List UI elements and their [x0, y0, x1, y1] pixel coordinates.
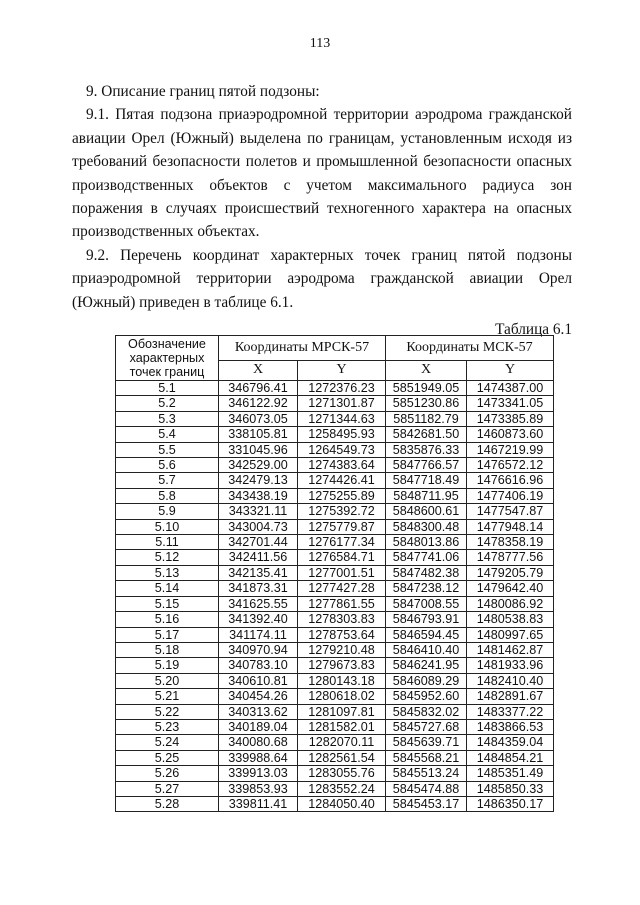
- cell-msk-y: 1467219.99: [467, 442, 554, 457]
- header-mrsk57: Координаты МРСК-57: [219, 336, 386, 361]
- page-number: 113: [309, 36, 331, 51]
- cell-mrsk-y: 1277427.28: [298, 581, 386, 596]
- cell-mrsk-y: 1281097.81: [298, 704, 386, 719]
- cell-msk-x: 5848013.86: [386, 535, 467, 550]
- cell-mrsk-y: 1284050.40: [298, 796, 386, 811]
- table-row: [116, 442, 554, 457]
- cell-mrsk-x: 340783.10: [219, 658, 298, 673]
- table-row: [116, 627, 554, 642]
- cell-mrsk-y: 1271301.87: [298, 396, 386, 411]
- cell-msk-y: 1482891.67: [467, 689, 554, 704]
- cell-msk-x: 5847718.49: [386, 473, 467, 488]
- table-row: [116, 411, 554, 426]
- cell-point-id: 5.10: [116, 519, 219, 534]
- cell-mrsk-x: 346796.41: [219, 381, 298, 396]
- cell-mrsk-y: 1280618.02: [298, 689, 386, 704]
- cell-point-id: 5.19: [116, 658, 219, 673]
- cell-mrsk-x: 346073.05: [219, 411, 298, 426]
- cell-msk-x: 5842681.50: [386, 427, 467, 442]
- cell-msk-y: 1480538.83: [467, 612, 554, 627]
- header-x: X: [386, 361, 467, 381]
- table-row: [116, 535, 554, 550]
- table-body: [116, 381, 554, 812]
- cell-mrsk-x: 331045.96: [219, 442, 298, 457]
- table-row: [116, 750, 554, 765]
- cell-msk-x: 5851949.05: [386, 381, 467, 396]
- cell-point-id: 5.8: [116, 488, 219, 503]
- cell-mrsk-y: 1279673.83: [298, 658, 386, 673]
- table-row: [116, 596, 554, 611]
- cell-mrsk-x: 339811.41: [219, 796, 298, 811]
- cell-point-id: 5.12: [116, 550, 219, 565]
- table-row: [116, 612, 554, 627]
- table-caption: Таблица 6.1: [495, 321, 572, 339]
- header-msk57: Координаты МСК-57: [386, 336, 554, 361]
- cell-msk-x: 5846793.91: [386, 612, 467, 627]
- cell-msk-x: 5848300.48: [386, 519, 467, 534]
- header-y: Y: [467, 361, 554, 381]
- cell-msk-y: 1481462.87: [467, 642, 554, 657]
- cell-msk-x: 5847482.38: [386, 565, 467, 580]
- cell-mrsk-x: 340189.04: [219, 719, 298, 734]
- cell-point-id: 5.21: [116, 689, 219, 704]
- cell-msk-x: 5845832.02: [386, 704, 467, 719]
- cell-mrsk-x: 340970.94: [219, 642, 298, 657]
- cell-msk-y: 1480086.92: [467, 596, 554, 611]
- cell-msk-x: 5847238.12: [386, 581, 467, 596]
- table-row: [116, 642, 554, 657]
- cell-point-id: 5.1: [116, 381, 219, 396]
- cell-mrsk-x: 342479.13: [219, 473, 298, 488]
- cell-mrsk-y: 1280143.18: [298, 673, 386, 688]
- cell-msk-y: 1484359.04: [467, 735, 554, 750]
- cell-msk-y: 1476572.12: [467, 458, 554, 473]
- cell-mrsk-y: 1283055.76: [298, 766, 386, 781]
- cell-msk-y: 1485850.33: [467, 781, 554, 796]
- table-row: [116, 550, 554, 565]
- cell-msk-y: 1478358.19: [467, 535, 554, 550]
- cell-point-id: 5.2: [116, 396, 219, 411]
- cell-msk-y: 1481933.96: [467, 658, 554, 673]
- cell-point-id: 5.27: [116, 781, 219, 796]
- cell-msk-x: 5851182.79: [386, 411, 467, 426]
- cell-mrsk-y: 1278753.64: [298, 627, 386, 642]
- cell-point-id: 5.18: [116, 642, 219, 657]
- header-x: X: [219, 361, 298, 381]
- table-row: [116, 427, 554, 442]
- table-row: [116, 581, 554, 596]
- cell-msk-x: 5845568.21: [386, 750, 467, 765]
- cell-mrsk-y: 1277001.51: [298, 565, 386, 580]
- document-body: [72, 80, 572, 341]
- header-point-label: Обозначение характерных точек границ: [116, 336, 219, 381]
- cell-mrsk-y: 1279210.48: [298, 642, 386, 657]
- cell-mrsk-y: 1275779.87: [298, 519, 386, 534]
- table-row: [116, 504, 554, 519]
- cell-msk-x: 5846410.40: [386, 642, 467, 657]
- cell-msk-x: 5846089.29: [386, 673, 467, 688]
- cell-msk-x: 5845453.17: [386, 796, 467, 811]
- cell-msk-y: 1479205.79: [467, 565, 554, 580]
- cell-msk-y: 1485351.49: [467, 766, 554, 781]
- cell-mrsk-x: 338105.81: [219, 427, 298, 442]
- cell-point-id: 5.5: [116, 442, 219, 457]
- cell-mrsk-x: 343004.73: [219, 519, 298, 534]
- cell-msk-x: 5847008.55: [386, 596, 467, 611]
- cell-point-id: 5.11: [116, 535, 219, 550]
- cell-msk-x: 5845639.71: [386, 735, 467, 750]
- cell-point-id: 5.17: [116, 627, 219, 642]
- cell-msk-y: 1473341.05: [467, 396, 554, 411]
- cell-msk-y: 1474387.00: [467, 381, 554, 396]
- cell-msk-y: 1480997.65: [467, 627, 554, 642]
- cell-mrsk-y: 1275392.72: [298, 504, 386, 519]
- cell-msk-y: 1460873.60: [467, 427, 554, 442]
- cell-point-id: 5.26: [116, 766, 219, 781]
- cell-mrsk-x: 339913.03: [219, 766, 298, 781]
- cell-msk-x: 5851230.86: [386, 396, 467, 411]
- cell-mrsk-x: 339988.64: [219, 750, 298, 765]
- cell-msk-x: 5847766.57: [386, 458, 467, 473]
- cell-mrsk-x: 339853.93: [219, 781, 298, 796]
- cell-point-id: 5.24: [116, 735, 219, 750]
- cell-msk-x: 5846594.45: [386, 627, 467, 642]
- table-row: [116, 766, 554, 781]
- table-row: [116, 673, 554, 688]
- table-row: [116, 519, 554, 534]
- cell-point-id: 5.25: [116, 750, 219, 765]
- cell-mrsk-y: 1264549.73: [298, 442, 386, 457]
- table-row: [116, 719, 554, 734]
- cell-msk-y: 1482410.40: [467, 673, 554, 688]
- cell-mrsk-x: 346122.92: [219, 396, 298, 411]
- cell-mrsk-x: 342411.56: [219, 550, 298, 565]
- cell-mrsk-x: 341625.55: [219, 596, 298, 611]
- table-row: [116, 488, 554, 503]
- coordinates-table: [115, 335, 554, 812]
- cell-msk-y: 1476616.96: [467, 473, 554, 488]
- cell-mrsk-y: 1282070.11: [298, 735, 386, 750]
- cell-msk-y: 1478777.56: [467, 550, 554, 565]
- cell-mrsk-x: 340080.68: [219, 735, 298, 750]
- cell-point-id: 5.9: [116, 504, 219, 519]
- cell-msk-x: 5848711.95: [386, 488, 467, 503]
- cell-mrsk-x: 340313.62: [219, 704, 298, 719]
- table-row: [116, 458, 554, 473]
- paragraph-9-2: 9.2. Перечень координат характерных точек границ пятой подзоны приаэродромной территории аэродрома гражданской авиации Орел (Южный) приведен в таблице 6.1.: [72, 246, 572, 311]
- cell-point-id: 5.6: [116, 458, 219, 473]
- table-row: [116, 796, 554, 811]
- cell-msk-x: 5845474.88: [386, 781, 467, 796]
- cell-msk-y: 1486350.17: [467, 796, 554, 811]
- cell-msk-x: 5835876.33: [386, 442, 467, 457]
- cell-msk-y: 1473385.89: [467, 411, 554, 426]
- cell-mrsk-y: 1275255.89: [298, 488, 386, 503]
- cell-msk-x: 5847741.06: [386, 550, 467, 565]
- cell-point-id: 5.20: [116, 673, 219, 688]
- cell-mrsk-y: 1271344.63: [298, 411, 386, 426]
- table-row: [116, 473, 554, 488]
- cell-mrsk-y: 1276177.34: [298, 535, 386, 550]
- cell-msk-x: 5845513.24: [386, 766, 467, 781]
- cell-msk-x: 5845952.60: [386, 689, 467, 704]
- cell-mrsk-x: 343438.19: [219, 488, 298, 503]
- cell-mrsk-x: 341392.40: [219, 612, 298, 627]
- cell-point-id: 5.23: [116, 719, 219, 734]
- cell-mrsk-x: 342701.44: [219, 535, 298, 550]
- cell-msk-y: 1484854.21: [467, 750, 554, 765]
- cell-mrsk-x: 340454.26: [219, 689, 298, 704]
- table-row: [116, 704, 554, 719]
- cell-msk-y: 1479642.40: [467, 581, 554, 596]
- cell-mrsk-y: 1274426.41: [298, 473, 386, 488]
- cell-msk-y: 1477406.19: [467, 488, 554, 503]
- cell-mrsk-y: 1272376.23: [298, 381, 386, 396]
- cell-mrsk-y: 1276584.71: [298, 550, 386, 565]
- cell-mrsk-x: 340610.81: [219, 673, 298, 688]
- cell-msk-y: 1477547.87: [467, 504, 554, 519]
- cell-point-id: 5.28: [116, 796, 219, 811]
- cell-mrsk-x: 341873.31: [219, 581, 298, 596]
- table-row: [116, 689, 554, 704]
- cell-mrsk-y: 1274383.64: [298, 458, 386, 473]
- cell-point-id: 5.22: [116, 704, 219, 719]
- cell-point-id: 5.7: [116, 473, 219, 488]
- table-row: [116, 781, 554, 796]
- cell-mrsk-x: 343321.11: [219, 504, 298, 519]
- table-row: [116, 565, 554, 580]
- cell-msk-y: 1483377.22: [467, 704, 554, 719]
- section-heading: 9. Описание границ пятой подзоны:: [86, 83, 320, 100]
- cell-point-id: 5.14: [116, 581, 219, 596]
- table-row: [116, 735, 554, 750]
- cell-point-id: 5.3: [116, 411, 219, 426]
- cell-msk-y: 1483866.53: [467, 719, 554, 734]
- cell-point-id: 5.16: [116, 612, 219, 627]
- cell-msk-x: 5846241.95: [386, 658, 467, 673]
- cell-msk-y: 1477948.14: [467, 519, 554, 534]
- cell-point-id: 5.13: [116, 565, 219, 580]
- cell-mrsk-y: 1283552.24: [298, 781, 386, 796]
- cell-msk-x: 5848600.61: [386, 504, 467, 519]
- cell-mrsk-y: 1278303.83: [298, 612, 386, 627]
- cell-msk-x: 5845727.68: [386, 719, 467, 734]
- cell-mrsk-x: 342529.00: [219, 458, 298, 473]
- cell-point-id: 5.4: [116, 427, 219, 442]
- cell-mrsk-y: 1258495.93: [298, 427, 386, 442]
- cell-mrsk-x: 342135.41: [219, 565, 298, 580]
- cell-mrsk-y: 1277861.55: [298, 596, 386, 611]
- cell-mrsk-x: 341174.11: [219, 627, 298, 642]
- table-row: [116, 658, 554, 673]
- table-row: [116, 381, 554, 396]
- cell-mrsk-y: 1281582.01: [298, 719, 386, 734]
- table-row: [116, 396, 554, 411]
- header-y: Y: [298, 361, 386, 381]
- paragraph-9-1: 9.1. Пятая подзона приаэродромной территории аэродрома гражданской авиации Орел (Южный) выделена по границам, установленным исходя из требований безопасности полетов и промышленной безопасности опасных производственных объектов с учетом максимального радиуса зон поражения в случаях происшествий техногенного характера на опасных производственных объектах.: [72, 106, 572, 241]
- cell-mrsk-y: 1282561.54: [298, 750, 386, 765]
- cell-point-id: 5.15: [116, 596, 219, 611]
